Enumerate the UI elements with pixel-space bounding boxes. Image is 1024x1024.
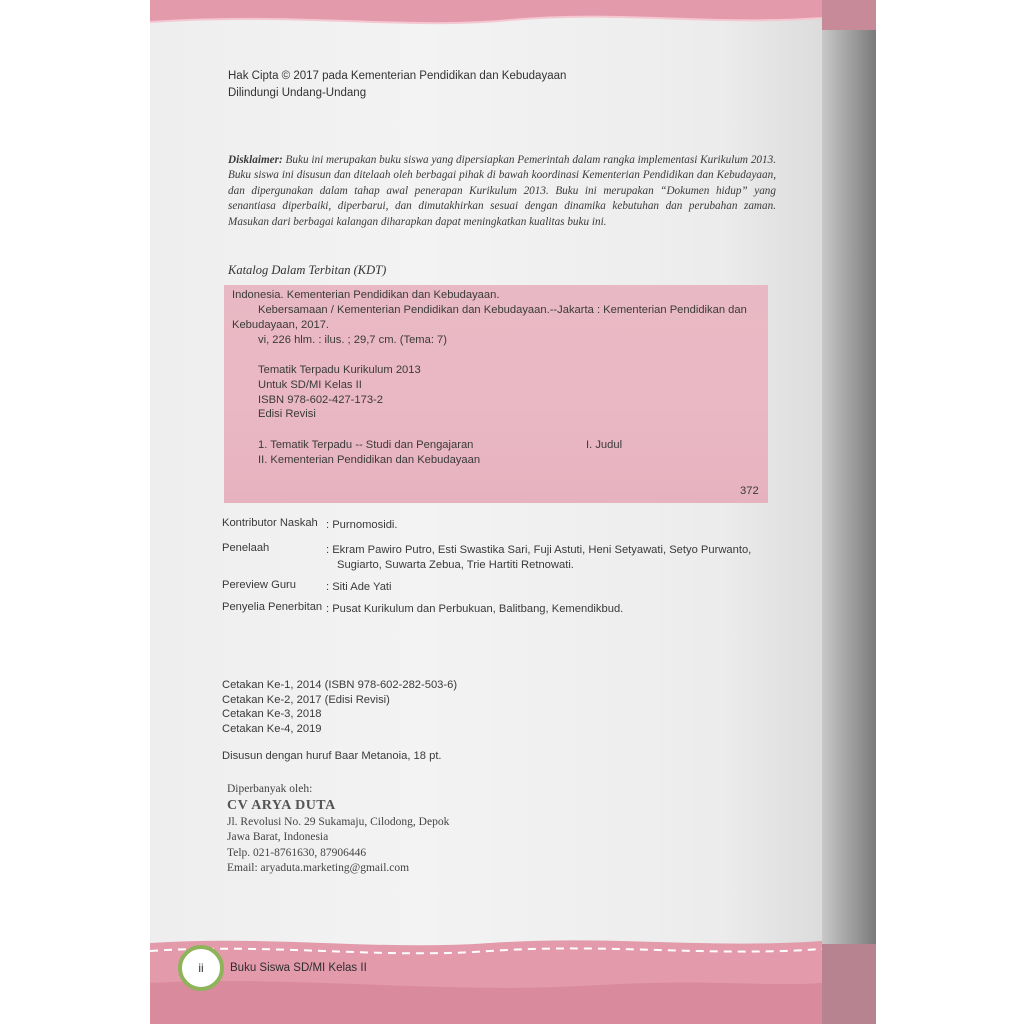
penelaah-value: : Ekram Pawiro Putro, Esti Swastika Sari, Fuji Astuti, Heni Setyawati, Setyo Purwanto, bbox=[326, 544, 752, 556]
kdt-class-number: 372 bbox=[740, 485, 759, 497]
top-decorative-band bbox=[150, 0, 822, 34]
disclaimer-text: Buku ini merupakan buku siswa yang dipersiapkan Pemerintah dalam rangka implementasi Kurikulum 2013. Buku siswa ini disusun dan ditelaah oleh berbagai pihak di bawah koordinasi Kementerian Pendidikan dan Kebudayaan, dan dipergunakan dalam tahap awal penerapan Kurikulum 2013. Buku ini merupakan “Dokumen hidup” yang senantiasa diperbaiki, diperbarui, dan dimutakhirkan sesuai dengan dinamika kebutuhan dan perubahan zaman. Masukan dari berbagai kalangan diharapkan dapat meningkatkan kualitas buku ini. bbox=[228, 154, 777, 228]
page-edge-bottom-band bbox=[822, 944, 876, 1024]
disclaimer-paragraph bbox=[228, 153, 776, 230]
copyright-line: Hak Cipta © 2017 pada Kementerian Pendidikan dan Kebudayaan bbox=[228, 70, 567, 82]
penyelia-label: Penyelia Penerbitan bbox=[222, 601, 323, 613]
printing-line: Cetakan Ke-3, 2018 bbox=[222, 708, 322, 721]
kdt-line: Kebudayaan, 2017. bbox=[232, 319, 330, 331]
scan-right-margin bbox=[876, 0, 1024, 1024]
copyright-notice bbox=[228, 68, 566, 102]
kontributor-label: Kontributor Naskah bbox=[222, 517, 318, 529]
penelaah-label: Penelaah bbox=[222, 542, 270, 554]
kdt-subject: 1. Tematik Terpadu -- Studi dan Pengajaran bbox=[258, 439, 474, 451]
bottom-decorative-band bbox=[150, 935, 822, 1024]
printing-line: Cetakan Ke-4, 2019 bbox=[222, 722, 322, 735]
kdt-isbn: ISBN 978-602-427-173-2 bbox=[258, 394, 384, 406]
kdt-judul: I. Judul bbox=[586, 439, 623, 451]
kdt-line: Kebersamaan / Kementerian Pendidikan dan Kebudayaan.--Jakarta : Kementerian Pendidikan dan bbox=[258, 304, 747, 316]
printing-line: Cetakan Ke-2, 2017 (Edisi Revisi) bbox=[222, 693, 390, 706]
disclaimer-label: Disklaimer: bbox=[228, 154, 283, 166]
book-page bbox=[150, 0, 822, 1024]
publisher-label: Diperbanyak oleh: bbox=[227, 783, 313, 795]
kdt-subject: II. Kementerian Pendidikan dan Kebudayaan bbox=[258, 454, 481, 466]
font-note: Disusun dengan huruf Baar Metanoia, 18 pt. bbox=[222, 750, 442, 762]
kdt-edition: Edisi Revisi bbox=[258, 408, 316, 420]
publisher-phone: Telp. 021-8761630, 87906446 bbox=[227, 846, 367, 859]
scan-left-margin bbox=[0, 0, 150, 1024]
page-edge-top-band bbox=[822, 0, 876, 30]
kdt-line: Indonesia. Kementerian Pendidikan dan Kebudayaan. bbox=[232, 289, 500, 301]
pereview-value: : Siti Ade Yati bbox=[326, 581, 392, 593]
printing-history bbox=[222, 678, 457, 736]
kdt-catalog-box bbox=[224, 285, 768, 503]
kdt-line: vi, 226 hlm. : ilus. ; 29,7 cm. (Tema: 7) bbox=[258, 334, 448, 346]
publisher-name: CV ARYA DUTA bbox=[227, 798, 336, 814]
kontributor-value: : Purnomosidi. bbox=[326, 519, 398, 531]
printing-line: Cetakan Ke-1, 2014 (ISBN 978-602-282-503-6) bbox=[222, 679, 458, 691]
penelaah-value-continued: Sugiarto, Suwarta Zebua, Trie Hartiti Retnowati. bbox=[337, 559, 574, 571]
pereview-label: Pereview Guru bbox=[222, 579, 296, 591]
publisher-address: Jl. Revolusi No. 29 Sukamaju, Cilodong, Depok bbox=[227, 816, 450, 829]
publisher-region: Jawa Barat, Indonesia bbox=[227, 831, 329, 844]
kdt-title: Katalog Dalam Terbitan (KDT) bbox=[228, 263, 387, 277]
page-number-badge bbox=[178, 945, 224, 991]
penyelia-value: : Pusat Kurikulum dan Perbukuan, Balitbang, Kemendikbud. bbox=[326, 603, 624, 615]
publisher-block bbox=[227, 782, 449, 876]
kdt-line: Tematik Terpadu Kurikulum 2013 bbox=[258, 364, 421, 376]
publisher-email: Email: aryaduta.marketing@gmail.com bbox=[227, 861, 410, 874]
footer-book-title: Buku Siswa SD/MI Kelas II bbox=[230, 962, 367, 974]
protection-line: Dilindungi Undang-Undang bbox=[228, 87, 367, 99]
page-edge-shadow bbox=[822, 0, 876, 1024]
kdt-line: Untuk SD/MI Kelas II bbox=[258, 379, 362, 391]
page-number: ii bbox=[198, 961, 204, 975]
